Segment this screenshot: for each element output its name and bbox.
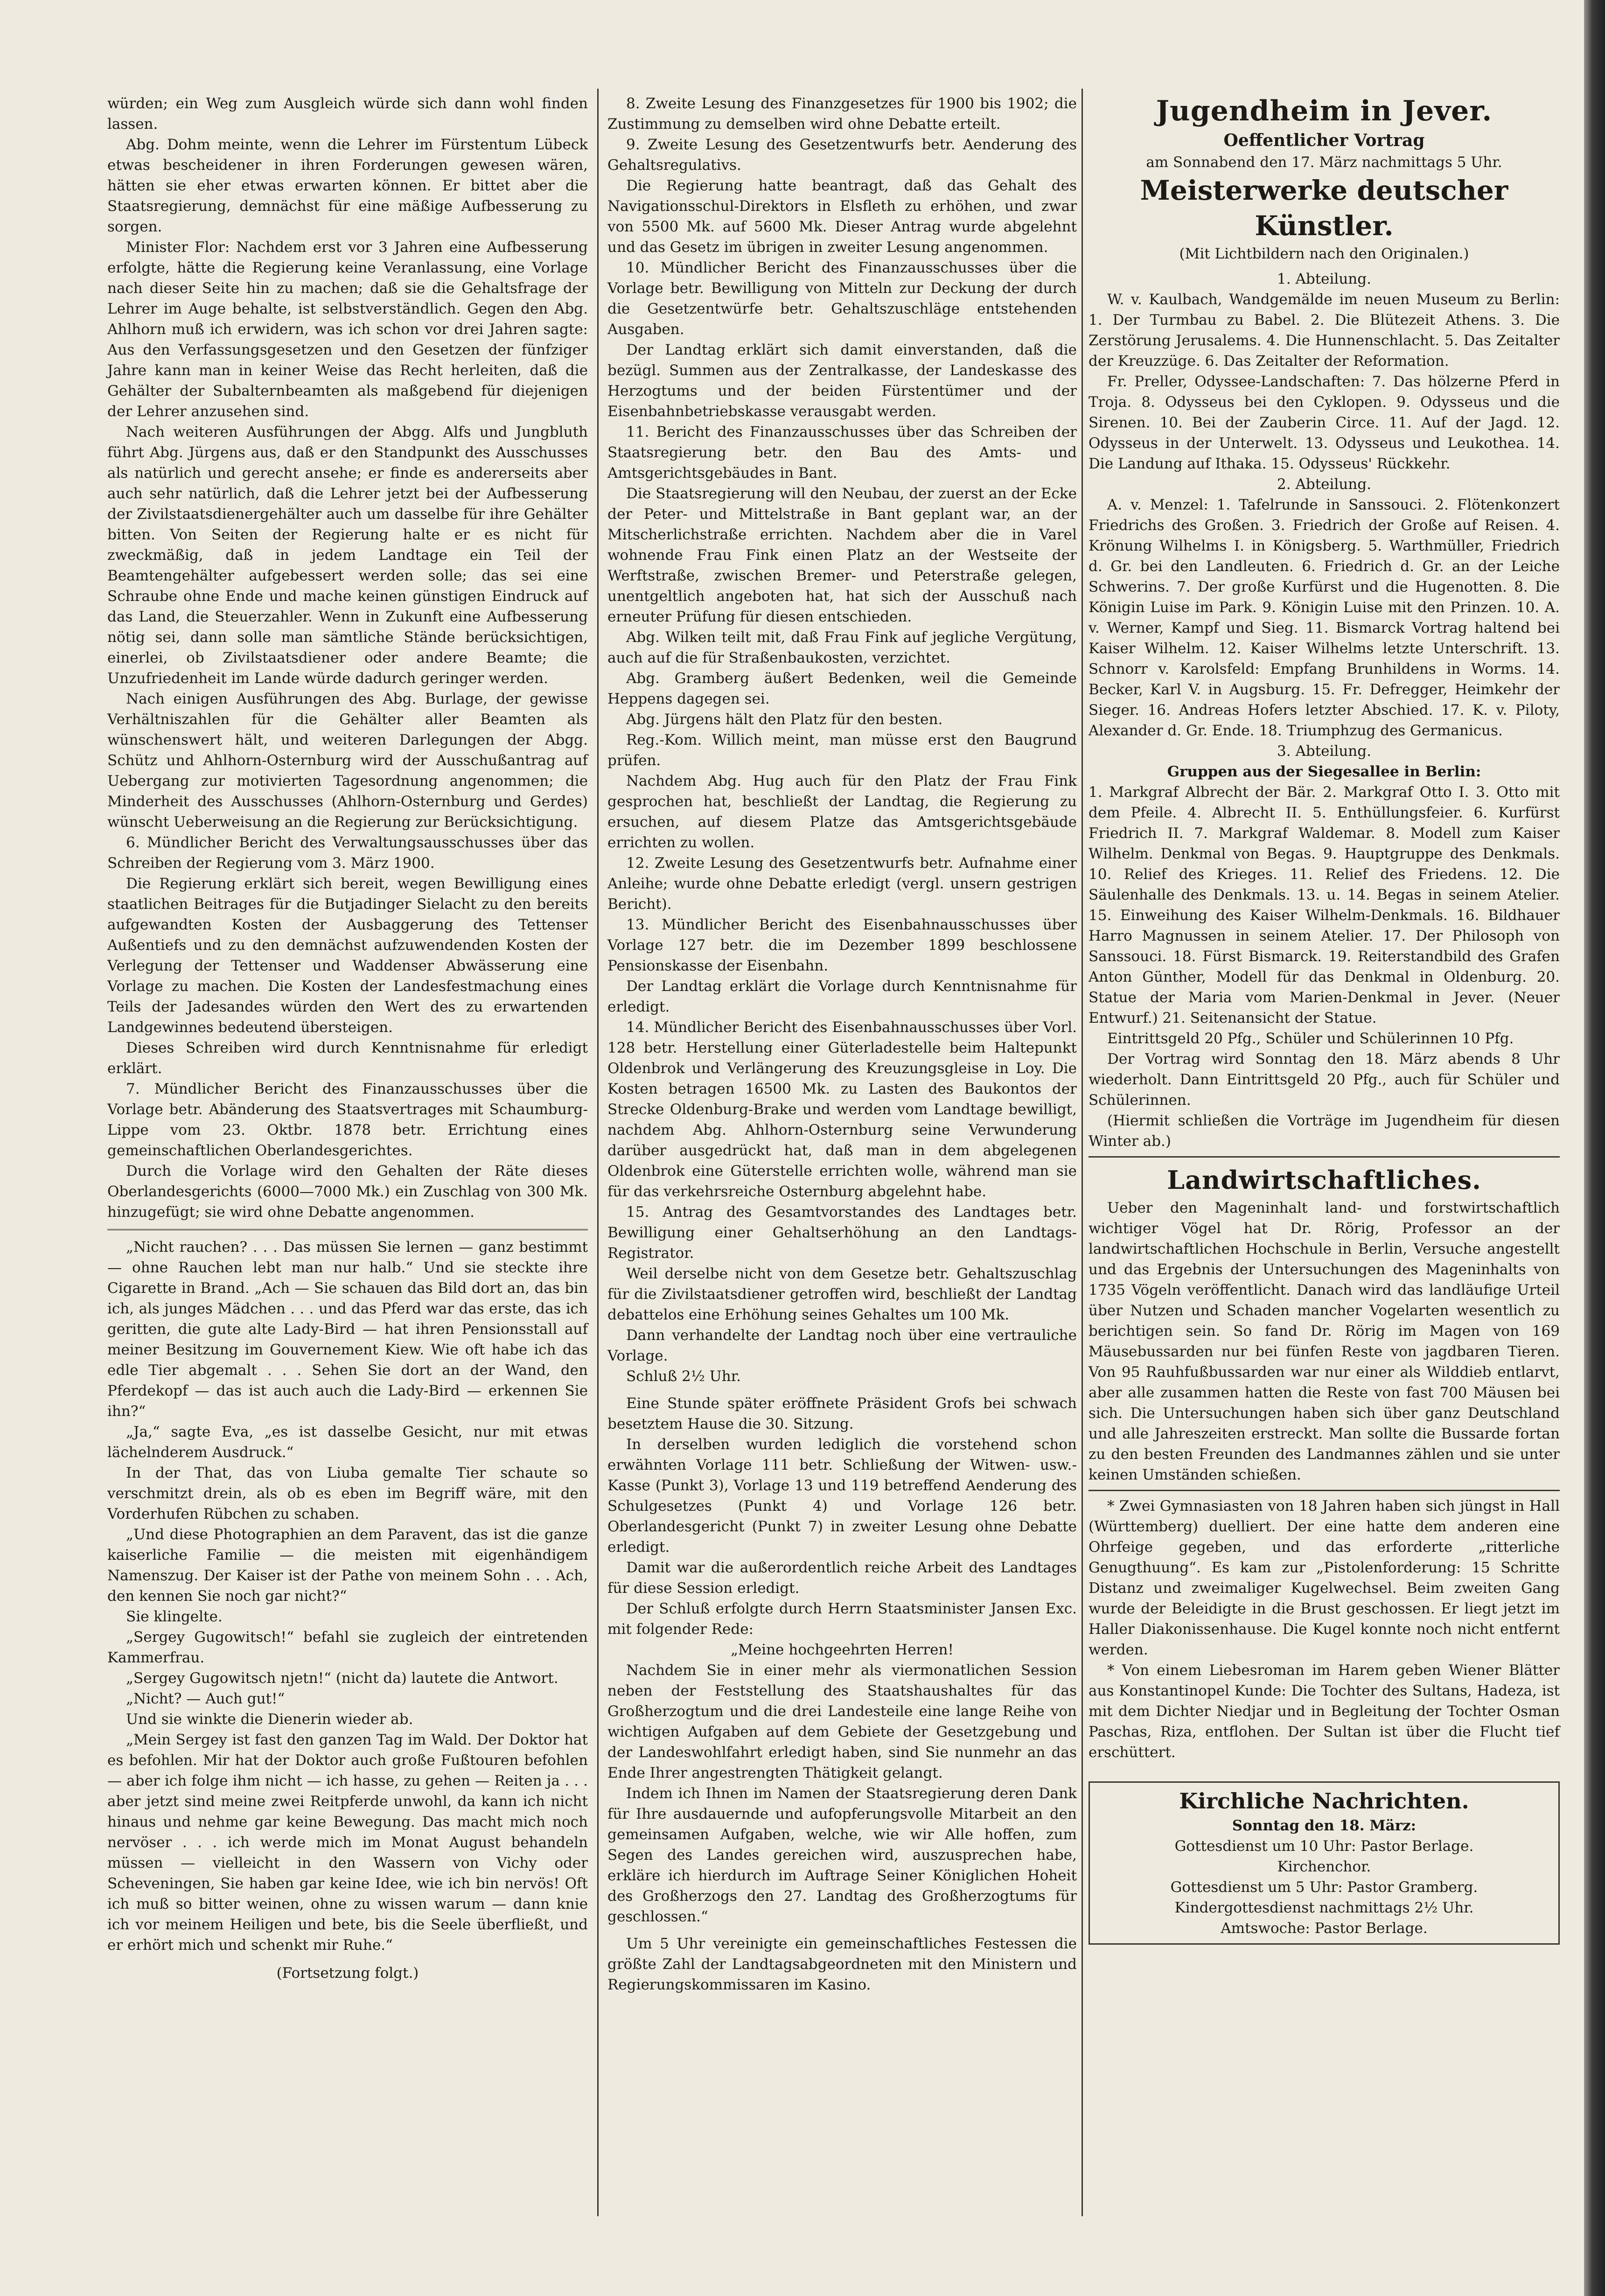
paragraph: 13. Mündlicher Bericht des Eisenbahnausschusses über Vorlage 127 betr. die im Dezember 1899 beschlossene Pensionskasse der Eisenbahn. (607, 916, 1077, 974)
paragraph: Die Staatsregierung will den Neubau, der zuerst an der Ecke der Peter- und Mittelstraße in Bant geplant war, an der Mitscherlichstraße errichten. Nachdem aber die in Varel wohnende Frau Fink einen Platz an der Westseite der Werftstraße, zwischen Bremer- und Peterstraße gelegen, unentgeltlich angeboten hat, hat sich der Ausschuß nach erneuter Prüfung für diesen entschieden. (607, 485, 1077, 625)
paragraph: 8. Zweite Lesung des Finanzgesetzes für 1900 bis 1902; die Zustimmung zu demselben wird ohne Debatte erteilt. (607, 95, 1077, 133)
paragraph: Reg.-Kom. Willich meint, man müsse erst den Baugrund prüfen. (607, 732, 1077, 769)
church-notice-box (1089, 1781, 1560, 1945)
column-rule (597, 89, 599, 2216)
paragraph: Minister Flor: Nachdem erst vor 3 Jahren eine Aufbesserung erfolgte, hätte die Regierung keine Veranlassung, eine Vorlage nach dieser Seite hin zu machen; daß sie die Gehaltsfrage der Lehrer im Auge behalte, ist selbstverständlich. Gegen den Abg. Ahlhorn muß ich erwidern, was ich schon vor drei Jahren sagte: Aus den Verfassungsgesetzen und den Gesetzen der fünfziger Jahre kann man in keiner Weise das Recht herleiten, daß die Gehälter der Subalternbeamten als maßgebend für diejenigen der Lehrer anzusehen sind. (107, 239, 588, 420)
news-item: * Von einem Liebesroman im Harem geben Wiener Blätter aus Konstantinopel Kunde: Die Tochter des Sultans, Hadeza, ist mit dem Dichter Niedjar und in Begleitung der Tochter Osman Paschas, Riza, entflohen. Der Sultan ist über die Flucht tief erschüttert. (1089, 1662, 1560, 1761)
section-divider (1089, 1490, 1560, 1491)
paragraph: Fr. Preller, Odyssee-Landschaften: 7. Das hölzerne Pferd in Troja. 8. Odysseus bei den Cyklopen. 9. Odysseus und die Sirenen. 10. Bei der Zauberin Circe. 11. Auf der Jagd. 12. Odysseus in der Unterwelt. 13. Odysseus und Leukothea. 14. Die Landung auf Ithaka. 15. Odysseus' Rückkehr. (1089, 373, 1560, 472)
church-date: Sonntag den 18. März: (1232, 1817, 1417, 1834)
section-heading: 1. Abteilung. (1277, 271, 1371, 287)
lecture-date: am Sonnabend den 17. März nachmittags 5 Uhr. (1146, 154, 1502, 171)
paragraph: 15. Antrag des Gesamtvorstandes des Landtages betr. Bewilligung einer Gehaltserhöhung an den Landtags-Registrator. (607, 1204, 1077, 1262)
lecture-note: (Mit Lichtbildern nach den Originalen.) (1179, 245, 1469, 262)
paragraph: Der Landtag erklärt sich damit einverstanden, daß die bezügl. Summen aus der Zentralkasse, der Landeskasse des Herzogtums und der beiden Fürstentümer und der Eisenbahnbetriebskasse verausgabt werden. (607, 342, 1077, 420)
paragraph: Nachdem Sie in einer mehr als viermonatlichen Session neben der Feststellung des Staatshaushaltes für das Großherzogtum und die drei Landesteile eine lange Reihe von wichtigen Aufgaben auf dem Gebiete der Gesetzgebung und der Landeswohlfahrt erledigt haben, sind Sie nunmehr an das Ende Ihrer angestrengten Thätigkeit gelangt. (607, 1662, 1077, 1781)
paragraph: Abg. Gramberg äußert Bedenken, weil die Gemeinde Heppens dagegen sei. (607, 670, 1077, 707)
landwirtschaft-title: Landwirtschaftliches. (1167, 1165, 1481, 1195)
jugendheim-title: Jugendheim in Jever. (1156, 95, 1493, 127)
lecture-theme: Meisterwerke deutscher Künstler. (1140, 174, 1508, 242)
paragraph: Eintrittsgeld 20 Pfg., Schüler und Schülerinnen 10 Pfg. (1107, 1030, 1514, 1047)
paragraph: Nach einigen Ausführungen des Abg. Burlage, der gewisse Verhältniszahlen für die Gehälter aller Beamten als wünschenswert hält, und weiteren Darlegungen der Abgg. Schütz und Ahlhorn-Osternburg wird der Ausschußantrag auf Uebergang zur motivierten Tagesordnung angenommen; die Minderheit des Ausschusses (Ahlhorn-Osternburg und Gerdes) wünscht Ueberweisung an die Regierung zur Berücksichtigung. (107, 691, 588, 830)
paragraph: Dann verhandelte der Landtag noch über eine vertrauliche Vorlage. (607, 1327, 1077, 1364)
paragraph: Der Landtag erklärt die Vorlage durch Kenntnisnahme für erledigt. (607, 978, 1077, 1015)
paragraph: (Hiermit schließen die Vorträge im Jugendheim für diesen Winter ab.) (1089, 1112, 1560, 1150)
paragraph: Nachdem Abg. Hug auch für den Platz der Frau Fink gesprochen hat, beschließt der Landtag, die Regierung zu ersuchen, auf diesem Platze das Amtsgerichtsgebäude errichten zu wollen. (607, 773, 1077, 851)
feuilleton-paragraph: „Sergey Gugowitsch!“ befahl sie zugleich der eintretenden Kammerfrau. (107, 1629, 588, 1666)
paragraph: Damit war die außerordentlich reiche Arbeit des Landtages für diese Session erledigt. (607, 1559, 1077, 1597)
continuation-note: (Fortsetzung folgt.) (276, 1965, 419, 1982)
feuilleton-paragraph: In der That, das von Liuba gemalte Tier schaute so verschmitzt drein, als ob es eben im Begriff wäre, mit den Vorderhufen Rübchen zu schaben. (107, 1465, 588, 1522)
section-heading: 3. Abteilung. (1277, 743, 1371, 760)
paragraph: Um 5 Uhr vereinigte ein gemeinschaftliches Festessen die größte Zahl der Landtagsabgeordneten mit den Ministern und Regierungskommissaren im Kasino. (607, 1935, 1077, 1993)
feuilleton-paragraph: Und sie winkte die Dienerin wieder ab. (126, 1711, 413, 1728)
church-title: Kirchliche Nachrichten. (1179, 1788, 1469, 1814)
paragraph: Indem ich Ihnen im Namen der Staatsregierung deren Dank für Ihre ausdauernde und aufopferungsvolle Mitarbeit an den gemeinsamen Aufgaben, welche, wie wir Alle hoffen, zum Segen des Landes gereichen wird, auszusprechen habe, erkläre ich hierdurch im Auftrage Seiner Königlichen Hoheit des Großherzogs den 27. Landtag des Großherzogtums für geschlossen.“ (607, 1785, 1077, 1925)
column-landtag-report-2 (607, 93, 1077, 1995)
service-line: Gottesdienst um 10 Uhr: Pastor Berlage. (1174, 1838, 1474, 1855)
paragraph: Ueber den Mageninhalt land- und forstwirtschaftlich wichtiger Vögel hat Dr. Rörig, Professor an der landwirtschaftlichen Hochschule in Berlin, Versuche angestellt und das Ergebnis der Untersuchungen des Mageninhalts von 1735 Vögeln veröffentlicht. Danach wird das landläufige Urteil über Nutzen und Schaden mancher Vogelarten wesentlich zu berichtigen sein. So fand Dr. Rörig im Magen von 169 Mäusebussarden nur bei fünfen Reste von jagdbaren Tieren. Von 95 Rauhfußbussarden war nur einer als Wilddieb entlarvt, aber alle zusammen hatten die Reste von fast 700 Mäusen bei sich. Die Untersuchungen haben sich über ganz Deutschland und alle Jahreszeiten erstreckt. Man sollte die Bussarde fortan zu den besten Freunden des Landmannes zählen und sie unter keinen Umständen schießen. (1089, 1200, 1560, 1483)
news-item: * Zwei Gymnasiasten von 18 Jahren haben sich jüngst in Hall (Württemberg) duelliert. Der eine hatte dem anderen eine Ohrfeige gegeben, und das erforderte „ritterliche Genugthuung“. Es kam zur „Pistolenforderung: 15 Schritte Distanz und zweimaliger Kugelwechsel. Beim zweiten Gang wurde der Beleidigte in die Brust geschossen. Er liegt jetzt im Haller Diakonissenhause. Die Kugel konnte noch nicht entfernt werden. (1089, 1498, 1560, 1658)
feuilleton-paragraph: „Mein Sergey ist fast den ganzen Tag im Wald. Der Doktor hat es befohlen. Mir hat der Doktor auch große Fußtouren befohlen — aber ich folge ihm nicht — ich hasse, zu gehen — Reiten ja . . . aber jetzt sind meine zwei Reitpferde unwohl, da kann ich nicht hinaus und nehme gar keine Bewegung. Das macht mich noch nervöser . . . ich werde mich im Monat August behandeln müssen — vielleicht in den Wassern von Vichy oder Scheveningen, Sie haben gar keine Idee, wie ich bin nervös! Oft ich muß so bitter weinen, ohne zu wissen warum — dann knie ich vor meinem Heiligen und bete, bis die Seele überfließt, und er erhört mich und schenkt mir Ruhe.“ (107, 1731, 588, 1954)
paragraph: A. v. Menzel: 1. Tafelrunde in Sanssouci. 2. Flötenkonzert Friedrichs des Großen. 3. Friedrich der Große auf Reisen. 4. Krönung Wilhelms I. in Königsberg. 5. Warthmüller, Friedrich d. Gr. bei den Landleuten. 6. Friedrich d. Gr. an der Leiche Schwerins. 7. Der große Kurfürst und die Hugenotten. 8. Die Königin Luise im Park. 9. Königin Luise mit den Prinzen. 10. A. v. Werner, Kampf und Sieg. 11. Bismarck Vortrag haltend bei Kaiser Wilhelm. 12. Kaiser Wilhelms letzte Unterschrift. 13. Schnorr v. Karolsfeld: Empfang Brunhildens in Worms. 14. Becker, Karl V. in Augsburg. 15. Fr. Defregger, Heimkehr der Sieger. 16. Andreas Hofers letzter Abschied. 17. K. v. Piloty, Alexander d. Gr. Ende. 18. Triumphzug des Germanicus. (1089, 496, 1560, 739)
column-announcements (1089, 93, 1560, 1945)
siegesallee-heading: Gruppen aus der Siegesallee in Berlin: (1167, 763, 1481, 780)
paragraph: Schluß 2½ Uhr. (626, 1368, 741, 1385)
paragraph: 11. Bericht des Finanzausschusses über das Schreiben der Staatsregierung betr. den Bau des Amts- und Amtsgerichtsgebäudes in Bant. (607, 424, 1077, 482)
paragraph: 14. Mündlicher Bericht des Eisenbahnausschusses über Vorl. 128 betr. Herstellung einer Güterladestelle beim Haltepunkt Oldenbrok und Verlängerung des Kreuzungsgleise in Loy. Die Kosten betragen 16500 Mk. zu Lasten des Baukontos der Strecke Oldenburg-Brake und werden vom Landtage bewilligt, nachdem Abg. Ahlhorn-Osternburg seine Verwunderung darüber ausgedrückt hat, daß man in dem abgelegenen Oldenbrok eine Güterstelle errichten wolle, während man sie für das verkehrsreiche Osternburg abgelehnt habe. (607, 1019, 1077, 1200)
paragraph: Weil derselbe nicht von dem Gesetze betr. Gehaltszuschlag für die Zivilstaatsdiener getroffen wird, beschließt der Landtag debattelos eine Erhöhung seines Gehaltes um 100 Mk. (607, 1265, 1077, 1323)
feuilleton-paragraph: Sie klingelte. (126, 1608, 223, 1625)
paragraph: W. v. Kaulbach, Wandgemälde im neuen Museum zu Berlin: 1. Der Turmbau zu Babel. 2. Die Blütezeit Athens. 3. Die Zerstörung Jerusalems. 4. Die Hunnenschlacht. 5. Das Zeitalter der Kreuzzüge. 6. Das Zeitalter der Reformation. (1089, 291, 1560, 370)
service-line: Gottesdienst um 5 Uhr: Pastor Gramberg. (1170, 1879, 1478, 1896)
service-line: Kindergottesdienst nachmittags 2½ Uhr. (1174, 1899, 1474, 1916)
feuilleton-paragraph: „Nicht rauchen? . . . Das müssen Sie lernen — ganz bestimmt — ohne Rauchen lebt man nur halb.“ Und sie steckte ihre Cigarette in Brand. „Ach — Sie schauen das Bild dort an, das bin ich, als junges Mädchen . . . und das Pferd war das erste, das ich geritten, die gute alte Lady-Bird — hat ihren Pensionsstall auf meiner Besitzung im Gouvernement Kiew. Wie oft habe ich das edle Tier abgemalt . . . Sehen Sie dort an der Wand, den Pferdekopf — das ist auch auch die Lady-Bird — erkennen Sie ihn?“ (107, 1239, 588, 1420)
paragraph: 9. Zweite Lesung des Gesetzentwurfs betr. Aenderung des Gehaltsregulativs. (607, 136, 1077, 174)
section-divider (1089, 1156, 1560, 1158)
section-heading: 2. Abteilung. (1277, 476, 1371, 493)
paragraph: 1. Markgraf Albrecht der Bär. 2. Markgraf Otto I. 3. Otto mit dem Pfeile. 4. Albrecht II. 5. Enthüllungsfeier. 6. Kurfürst Friedrich II. 7. Markgraf Waldemar. 8. Modell zum Kaiser Wilhelm. Denkmal von Begas. 9. Hauptgruppe des Denkmals. 10. Relief des Krieges. 11. Relief des Friedens. 12. Die Säulenhalle des Denkmals. 13. u. 14. Begas in seinem Atelier. 15. Einweihung des Kaiser Wilhelm-Denkmals. 16. Bildhauer Harro Magnussen in seinem Atelier. 17. Der Philosoph von Sanssouci. 18. Fürst Bismarck. 19. Reiterstandbild des Grafen Anton Günther, Modell für das Denkmal in Oldenburg. 20. Statue der Maria vom Marien-Denkmal in Jever. (Neuer Entwurf.) 21. Seitenansicht der Statue. (1089, 784, 1560, 1026)
column-landtag-report-1 (107, 93, 588, 1983)
paragraph: Dieses Schreiben wird durch Kenntnisnahme für erledigt erklärt. (107, 1040, 588, 1077)
paragraph: Eine Stunde später eröffnete Präsident Grofs bei schwach besetztem Hause die 30. Sitzung. (607, 1395, 1077, 1432)
paragraph: Abg. Dohm meinte, wenn die Lehrer im Fürstentum Lübeck etwas bescheidener in ihren Forderungen gewesen wären, hätten sie eher etwas erwarten können. Er bittet aber die Staatsregierung, demnächst für eine mäßige Aufbesserung zu sorgen. (107, 136, 588, 235)
paragraph: Die Regierung erklärt sich bereit, wegen Bewilligung eines staatlichen Beitrages für die Butjadinger Sielacht zu den bereits aufgewandten Kosten der Ausbaggerung des Tettenser Außentiefs und zu den demnächst aufzuwendenden Kosten der Verlegung der Tettenser und Waddenser Abwässerung eine Vorlage zu machen. Die Kosten der Landesfestmachung eines Teils der Jadesandes würden den Wert des zu erwartenden Landgewinnes bedeutend übersteigen. (107, 875, 588, 1036)
paragraph: 6. Mündlicher Bericht des Verwaltungsausschusses über das Schreiben der Regierung vom 3. März 1900. (107, 834, 588, 872)
feuilleton-paragraph: „Ja,“ sagte Eva, „es ist dasselbe Gesicht, nur mit etwas lächelnderem Ausdruck.“ (107, 1424, 588, 1461)
column-rule (1082, 89, 1083, 2216)
paragraph: Abg. Jürgens hält den Platz für den besten. (626, 711, 943, 728)
paragraph: 7. Mündlicher Bericht des Finanzausschusses über die Vorlage betr. Abänderung des Staatsvertrages mit Schaumburg-Lippe vom 23. Oktbr. 1878 betr. Errichtung eines gemeinschaftlichen Oberlandesgerichtes. (107, 1081, 588, 1159)
page-edge-shadow (1584, 0, 1605, 2296)
paragraph: Durch die Vorlage wird den Gehalten der Räte dieses Oberlandesgerichts (6000—7000 Mk.) ein Zuschlag von 300 Mk. hinzugefügt; sie wird ohne Debatte angenommen. (107, 1163, 588, 1221)
service-line: Amtswoche: Pastor Berlage. (1221, 1920, 1428, 1937)
paragraph: Die Regierung hatte beantragt, daß das Gehalt des Navigationsschul-Direktors in Elsfleth zu erhöhen, und zwar von 5500 Mk. auf 5600 Mk. Dieser Antrag wurde abgelehnt und das Gesetz im übrigen in zweiter Lesung angenommen. (607, 177, 1077, 256)
feuilleton-divider (107, 1229, 588, 1230)
paragraph: Abg. Wilken teilt mit, daß Frau Fink auf jegliche Vergütung, auch auf die für Straßenbaukosten, verzichtet. (607, 629, 1077, 666)
lecture-subtitle: Oeffentlicher Vortrag (1223, 131, 1425, 150)
paragraph: 12. Zweite Lesung des Gesetzentwurfs betr. Aufnahme einer Anleihe; wurde ohne Debatte erledigt (vergl. unsern gestrigen Bericht). (607, 855, 1077, 913)
paragraph: Der Schluß erfolgte durch Herrn Staatsminister Jansen Exc. mit folgender Rede: (607, 1600, 1077, 1638)
feuilleton-paragraph: „Sergey Gugowitsch njetn!“ (nicht da) lautete die Antwort. (126, 1670, 558, 1687)
feuilleton-paragraph: „Nicht? — Auch gut!“ (126, 1690, 285, 1707)
paragraph: In derselben wurden lediglich die vorstehend schon erwähnten Vorlage 111 betr. Schließung der Witwen- usw.-Kasse (Punkt 3), Vorlage 13 und 119 betreffend Aenderung des Schulgesetzes (Punkt 4) und Vorlage 126 betr. Oberlandesgericht (Punkt 7) in zweiter Lesung ohne Debatte erledigt. (607, 1436, 1077, 1556)
paragraph: würden; ein Weg zum Ausgleich würde sich dann wohl finden lassen. (107, 95, 588, 133)
feuilleton-paragraph: „Und diese Photographien an dem Paravent, das ist die ganze kaiserliche Familie — die meisten mit eigenhändigem Namenszug. Der Kaiser ist der Pathe von meinem Sohn . . . Ach, den kennen Sie noch gar nicht?“ (107, 1526, 588, 1605)
paragraph: 10. Mündlicher Bericht des Finanzausschusses über die Vorlage betr. Bewilligung von Mitteln zur Deckung der durch die Gesetzentwürfe betr. Gehaltszuschläge entstehenden Ausgaben. (607, 259, 1077, 338)
service-line: Kirchenchor. (1277, 1858, 1371, 1875)
speech-salutation: „Meine hochgeehrten Herren! (731, 1641, 954, 1658)
paragraph: Der Vortrag wird Sonntag den 18. März abends 8 Uhr wiederholt. Dann Eintrittsgeld 20 Pfg., auch für Schüler und Schülerinnen. (1089, 1051, 1560, 1109)
paragraph: Nach weiteren Ausführungen der Abgg. Alfs und Jungbluth führt Abg. Jürgens aus, daß er den Standpunkt des Ausschusses als natürlich und gerecht ansehe; er finde es andererseits aber auch sehr natürlich, daß die Lehrer jetzt bei der Aufbesserung der Zivilstaatsdienergehälter auch um dasselbe für ihre Gehälter bitten. Von Seiten der Regierung halte er es nicht für zweckmäßig, daß in jedem Landtage ein Teil der Beamtengehälter aufgebessert werden solle; das sei eine Schraube ohne Ende und mache keinen günstigen Eindruck auf das Land, die Steuerzahler. Wenn in Zukunft eine Aufbesserung nötig sei, dann solle man sämtliche Stände berücksichtigen, einerlei, ob Zivilstaatsdiener oder andere Beamte; die Unzufriedenheit im Lande würde dadurch geringer werden. (107, 424, 588, 687)
